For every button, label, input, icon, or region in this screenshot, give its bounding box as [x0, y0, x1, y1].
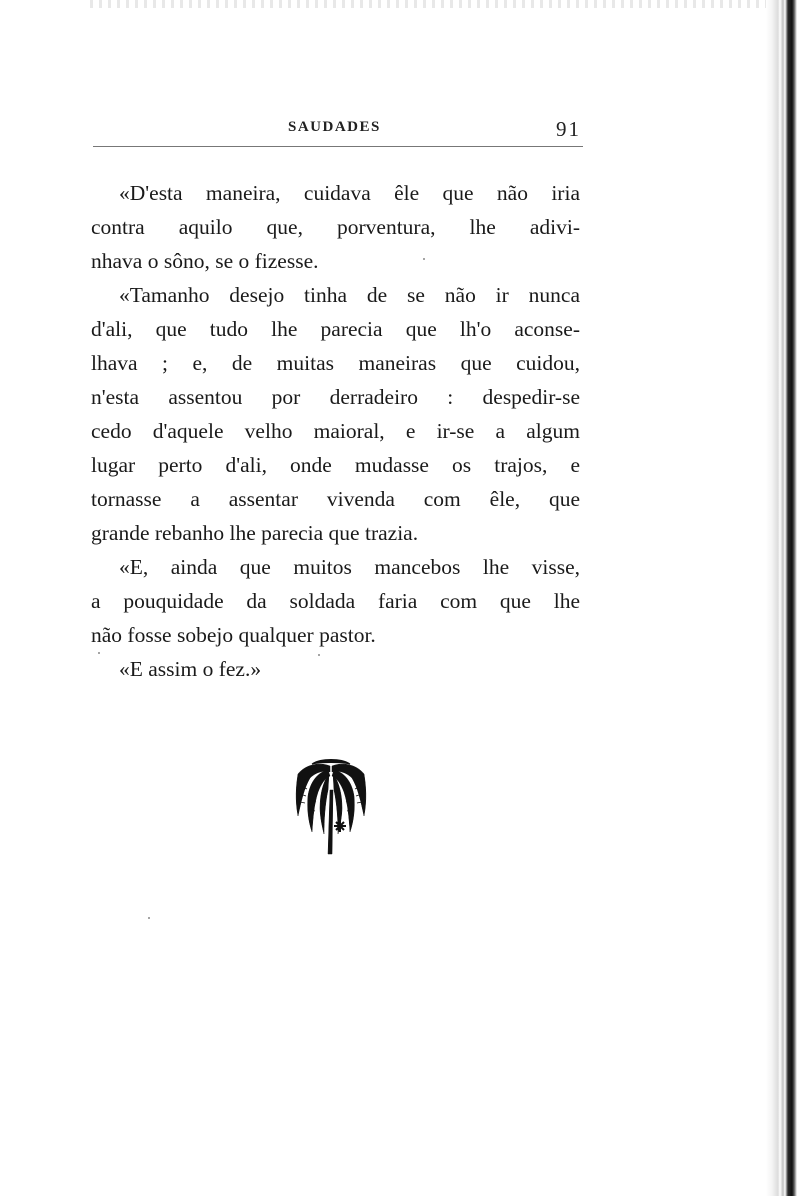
- scan-book-edge: [766, 0, 800, 1196]
- scan-speck: [148, 917, 150, 919]
- header-rule: [93, 146, 583, 147]
- text-line: cedo d'aquele velho maioral, e ir-se a algum: [91, 419, 580, 443]
- scan-speck: [98, 652, 100, 654]
- palm-tree-vignette-icon: [292, 756, 370, 856]
- text-line: «Tamanho desejo tinha de se não ir nunca: [119, 283, 580, 307]
- text-line: não fosse sobejo qualquer pastor.: [91, 623, 376, 647]
- text-line: a pouquidade da soldada faria com que lhe: [91, 589, 580, 613]
- scan-speck: [318, 654, 320, 656]
- text-line: d'ali, que tudo lhe parecia que lh'o aconse-: [91, 317, 580, 341]
- running-head: [93, 117, 583, 151]
- text-line: lhava ; e, de muitas maneiras que cuidou,: [91, 351, 580, 375]
- page-number: 91: [556, 117, 581, 141]
- text-line: «D'esta maneira, cuidava êle que não iria: [119, 181, 580, 205]
- text-line: n'esta assentou por derradeiro : despedir-se: [91, 385, 580, 409]
- running-title: SAUDADES: [288, 119, 381, 135]
- text-line: contra aquilo que, porventura, lhe adivi-: [91, 215, 580, 239]
- scan-speck: [423, 258, 425, 260]
- scan-top-edge: [90, 0, 780, 8]
- text-line: grande rebanho lhe parecia que trazia.: [91, 521, 419, 545]
- text-line: tornasse a assentar vivenda com êle, que: [91, 487, 580, 511]
- body-text: [91, 176, 580, 686]
- text-line: «E assim o fez.»: [119, 657, 262, 681]
- text-line: «E, ainda que muitos mancebos lhe visse,: [119, 555, 580, 579]
- text-line: nhava o sôno, se o fizesse.: [91, 249, 319, 273]
- text-line: lugar perto d'ali, onde mudasse os trajos, e: [91, 453, 580, 477]
